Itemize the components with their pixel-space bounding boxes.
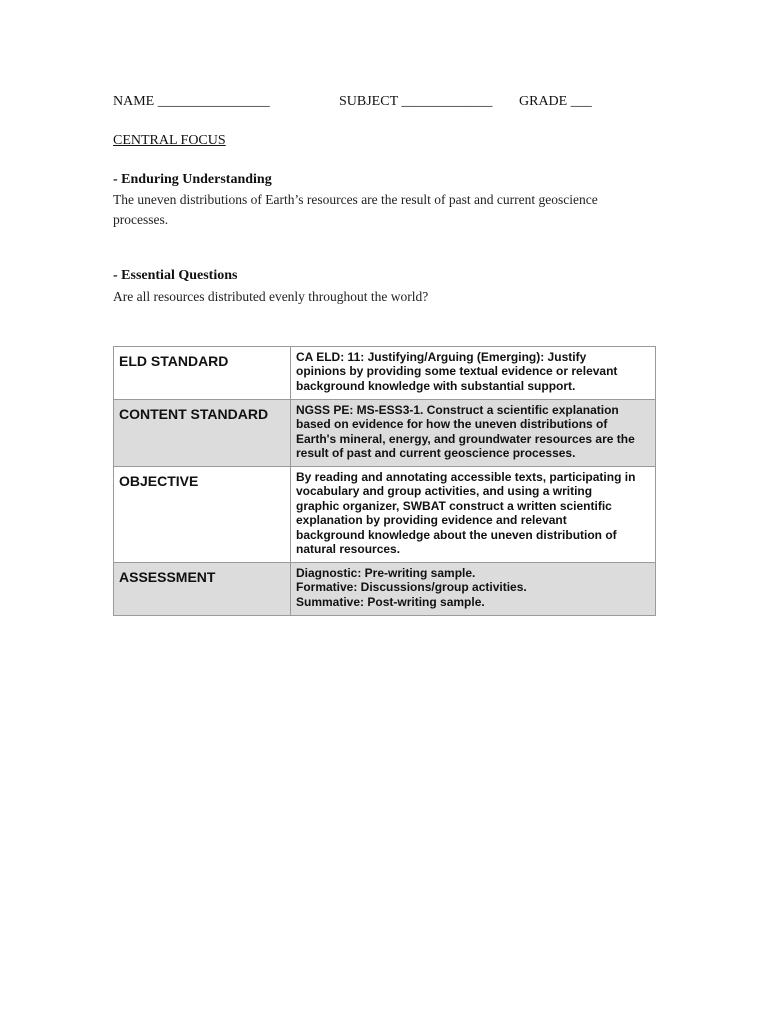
- subject-field: SUBJECT _____________: [339, 94, 493, 109]
- enduring-understanding-heading: - Enduring Understanding: [113, 172, 272, 187]
- objective-label: OBJECTIVE: [114, 467, 291, 563]
- essential-questions-text: Are all resources distributed evenly throughout the world?: [113, 289, 429, 304]
- cell-line: background knowledge with substantial support.: [296, 378, 576, 393]
- cell-line: Diagnostic: Pre-writing sample.: [296, 566, 476, 580]
- cell-line: graphic organizer, SWBAT construct a written scientific: [296, 498, 612, 513]
- central-focus-heading: CENTRAL FOCUS: [113, 133, 226, 148]
- name-field: NAME ________________: [113, 94, 270, 109]
- eld-standard-label: ELD STANDARD: [114, 347, 291, 400]
- table-row-content: [114, 400, 656, 467]
- cell-line: CA ELD: 11: Justifying/Arguing (Emerging): Justify: [296, 350, 587, 364]
- cell-line: background knowledge about the uneven distribution of: [296, 527, 617, 542]
- cell-line: based on evidence for how the uneven distributions of: [296, 417, 608, 432]
- cell-line: vocabulary and group activities, and using a writing: [296, 484, 593, 499]
- cell-line: opinions by providing some textual evidence or relevant: [296, 364, 618, 379]
- objective-value: [291, 467, 656, 563]
- enduring-text-line: processes.: [113, 212, 169, 227]
- table-row-assessment: [114, 563, 656, 616]
- cell-line: NGSS PE: MS-ESS3-1. Construct a scientific explanation: [296, 403, 619, 417]
- essential-questions-heading: - Essential Questions: [113, 268, 238, 283]
- cell-line: Summative: Post-writing sample.: [296, 594, 485, 609]
- cell-line: natural resources.: [296, 542, 401, 557]
- content-standard-value: [291, 400, 656, 467]
- table-row-eld: [114, 347, 656, 400]
- cell-line: By reading and annotating accessible texts, participating in: [296, 470, 636, 484]
- cell-line: Formative: Discussions/group activities.: [296, 580, 527, 595]
- enduring-understanding-text: [113, 190, 663, 230]
- cell-line: Earth's mineral, energy, and groundwater resources are the: [296, 431, 635, 446]
- eld-standard-value: [291, 347, 656, 400]
- table-row-objective: [114, 467, 656, 563]
- assessment-value: [291, 563, 656, 616]
- cell-line: explanation by providing evidence and relevant: [296, 513, 567, 528]
- assessment-label: ASSESSMENT: [114, 563, 291, 616]
- grade-field: GRADE ___: [519, 94, 592, 109]
- standards-table: [113, 346, 656, 616]
- enduring-text-line: The uneven distributions of Earth’s resources are the result of past and current geoscience: [113, 192, 598, 207]
- cell-line: result of past and current geoscience processes.: [296, 446, 576, 461]
- content-standard-label: CONTENT STANDARD: [114, 400, 291, 467]
